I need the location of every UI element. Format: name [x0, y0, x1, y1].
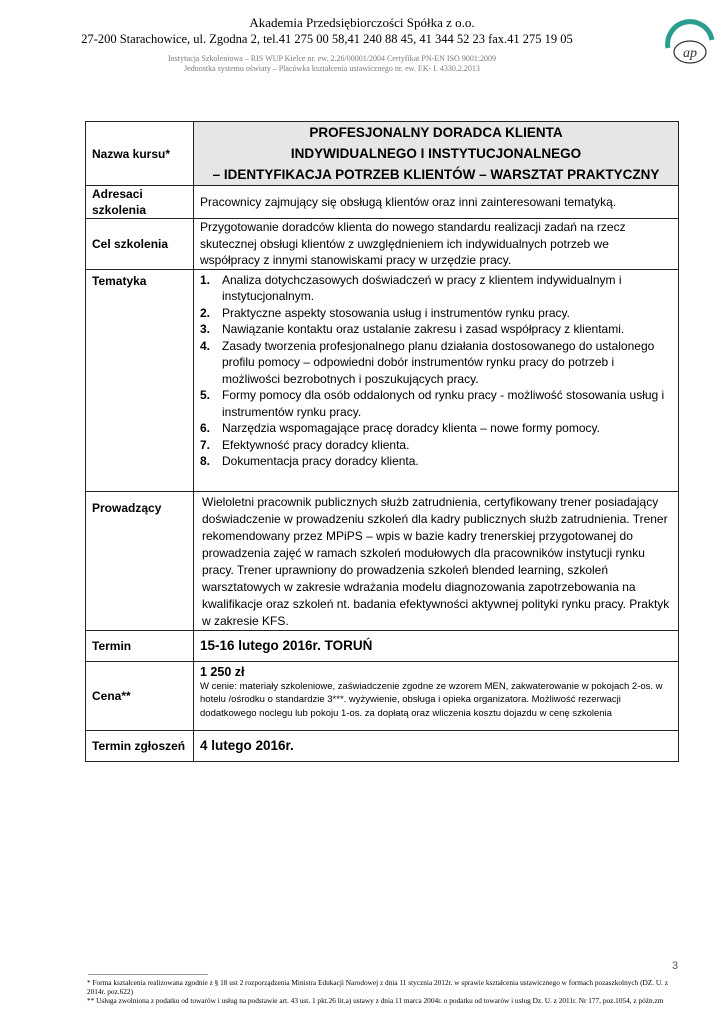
date-label: Termin	[86, 630, 194, 661]
topic-text: Nawiązanie kontaktu oraz ustalanie zakresu i zasad współpracy z klientami.	[222, 322, 625, 336]
price-label: Cena**	[86, 661, 194, 730]
row-deadline	[86, 730, 679, 761]
topic-text: Formy pomocy dla osób oddalonych od rynku pracy - możliwość stosowania usług i instrumentów rynku pracy.	[222, 388, 665, 419]
course-name-label: Nazwa kursu*	[86, 122, 194, 186]
list-item	[200, 420, 672, 437]
footnote-2: ** Usługa zwolniona z podatku od towarów i usług na podstawie art. 43 ust. 1 pkt.26 lit.a) ustawy z dnia 11 marca 2004r. o podatku od towarów i usług Dz. U. z 2011r. Nr 177, poz.1054, z późn.zm	[87, 996, 664, 1005]
company-address: 27-200 Starachowice, ul. Zgodna 2, tel.41 275 00 58,41 240 88 45, 41 344 52 23 fax.41 275 19 05	[81, 32, 573, 46]
topic-number: 8.	[200, 454, 211, 468]
audience-value: Pracownicy zajmujący się obsługą klientów oraz inni zainteresowani tematyką.	[194, 186, 679, 219]
topic-text: Praktyczne aspekty stosowania usług i instrumentów rynku pracy.	[222, 305, 570, 320]
topics-list	[200, 272, 672, 470]
deadline-label: Termin zgłoszeń	[86, 730, 194, 761]
logo-text: ap	[683, 46, 697, 61]
row-course-name	[86, 122, 679, 186]
registry-line-2: Jednostka systemu oświaty – Placówka kształcenia ustawicznego nr. ew. EK- I. 4330.2.2013	[184, 64, 480, 73]
list-item	[200, 272, 672, 305]
topics-label: Tematyka	[86, 269, 194, 491]
trainer-label: Prowadzący	[86, 491, 194, 630]
footnote-divider	[88, 974, 208, 975]
list-item	[200, 387, 672, 420]
goal-label: Cel szkolenia	[86, 219, 194, 270]
date-value: 15-16 lutego 2016r. TORUŃ	[194, 630, 679, 661]
course-title	[194, 122, 679, 186]
list-item	[200, 453, 672, 470]
course-title-line-3: – IDENTYFIKACJA POTRZEB KLIENTÓW – WARSZTAT PRAKTYCZNY	[212, 167, 660, 182]
price-cell	[194, 661, 679, 730]
topic-text: Narzędzia wspomagające pracę doradcy klienta – nowe formy pomocy.	[222, 421, 600, 435]
page-number: 3	[672, 960, 679, 972]
topic-text: Dokumentacja pracy doradcy klienta.	[222, 454, 419, 468]
topic-number: 4.	[200, 338, 211, 353]
goal-value: Przygotowanie doradców klienta do nowego standardu realizacji zadań na rzecz skutecznej obsługi klientów z uwzględnieniem ich indywidualnych potrzeb we współpracy z innymi stanowiskami pracy w urzędzie pracy.	[194, 219, 679, 270]
registry-line-1: Instytucja Szkoleniowa – RIS WUP Kielce nr. ew. 2.26/00001/2004 Certyfikat PN-EN ISO 9001:2009	[167, 54, 497, 63]
list-item	[200, 321, 672, 338]
row-price	[86, 661, 679, 730]
list-item	[200, 338, 672, 388]
topic-text: Efektywność pracy doradcy klienta.	[222, 437, 410, 452]
price-value: 1 250 zł	[200, 664, 245, 679]
trainer-value: Wieloletni pracownik publicznych służb zatrudnienia, certyfikowany trener posiadający doświadczenie w prowadzeniu szkoleń dla kadry publicznych służb zatrudnienia. Trener rekomendowany przez MPiPS – wpis w bazie kadry trenerskiej przygotowanej do prowadzenia zajęć w ramach szkoleń modułowych dla pracowników instytucji rynku pracy. Trener uprawniony do prowadzenia szkoleń blended learning, szkoleń warsztatowych w zakresie wdrażania modelu diagnozowania zapotrzebowania na kwalifikacje oraz szkoleń nt. badania efektywności aktywnej polityki rynku pracy. Praktyk w zakresie KFS.	[194, 491, 679, 630]
row-date	[86, 630, 679, 661]
list-item	[200, 305, 672, 322]
company-logo	[662, 18, 718, 66]
row-goal	[86, 219, 679, 270]
topic-number: 7.	[200, 437, 211, 452]
row-audience	[86, 186, 679, 219]
audience-label: Adresaci szkolenia	[86, 186, 194, 219]
topic-number: 3.	[200, 322, 211, 336]
price-description: W cenie: materiały szkoleniowe, zaświadczenie zgodne ze wzorem MEN, zakwaterowanie w pokojach 2-os. w hotelu /ośrodku o standardzie 3***. wyżywienie, obsługa i opieka organizatora. Możliwość rezerwacji dodatkowego noclegu lub pokoju 1-os. za dopłatą oraz wliczenia kosztu dojazdu w cenę szkolenia	[200, 680, 663, 719]
topic-number: 6.	[200, 421, 211, 435]
company-name: Akademia Przedsiębiorczości Spółka z o.o.	[249, 15, 475, 30]
course-table	[85, 121, 679, 762]
list-item	[200, 437, 672, 454]
footnote-1: * Forma kształcenia realizowana zgodnie z § 18 ust 2 rozporządzenia Ministra Edukacji Narodowej z dnia 11 stycznia 2012r. w sprawie kształcenia ustawicznego w formach pozaszkolnych (DZ. U. z 2014r. poz.622)	[87, 978, 669, 996]
row-trainer	[86, 491, 679, 630]
course-title-line-2: INDYWIDUALNEGO I INSTYTUCJONALNEGO	[290, 146, 582, 161]
course-title-line-1: PROFESJONALNY DORADCA KLIENTA	[309, 125, 563, 140]
row-topics	[86, 269, 679, 491]
topic-text: Zasady tworzenia profesjonalnego planu działania dostosowanego do ustalonego profilu pomocy – odpowiedni dobór instrumentów rynku pracy do potrzeb i możliwości bezrobotnych i poszukujących pracy.	[222, 338, 655, 386]
deadline-value: 4 lutego 2016r.	[194, 730, 679, 761]
topic-number: 5.	[200, 388, 211, 402]
topic-number: 1.	[200, 272, 211, 287]
topic-text: Analiza dotychczasowych doświadczeń w pracy z klientem indywidualnym i instytucjonalnym.	[222, 272, 622, 303]
topic-number: 2.	[200, 305, 211, 320]
topics-cell	[194, 269, 679, 491]
